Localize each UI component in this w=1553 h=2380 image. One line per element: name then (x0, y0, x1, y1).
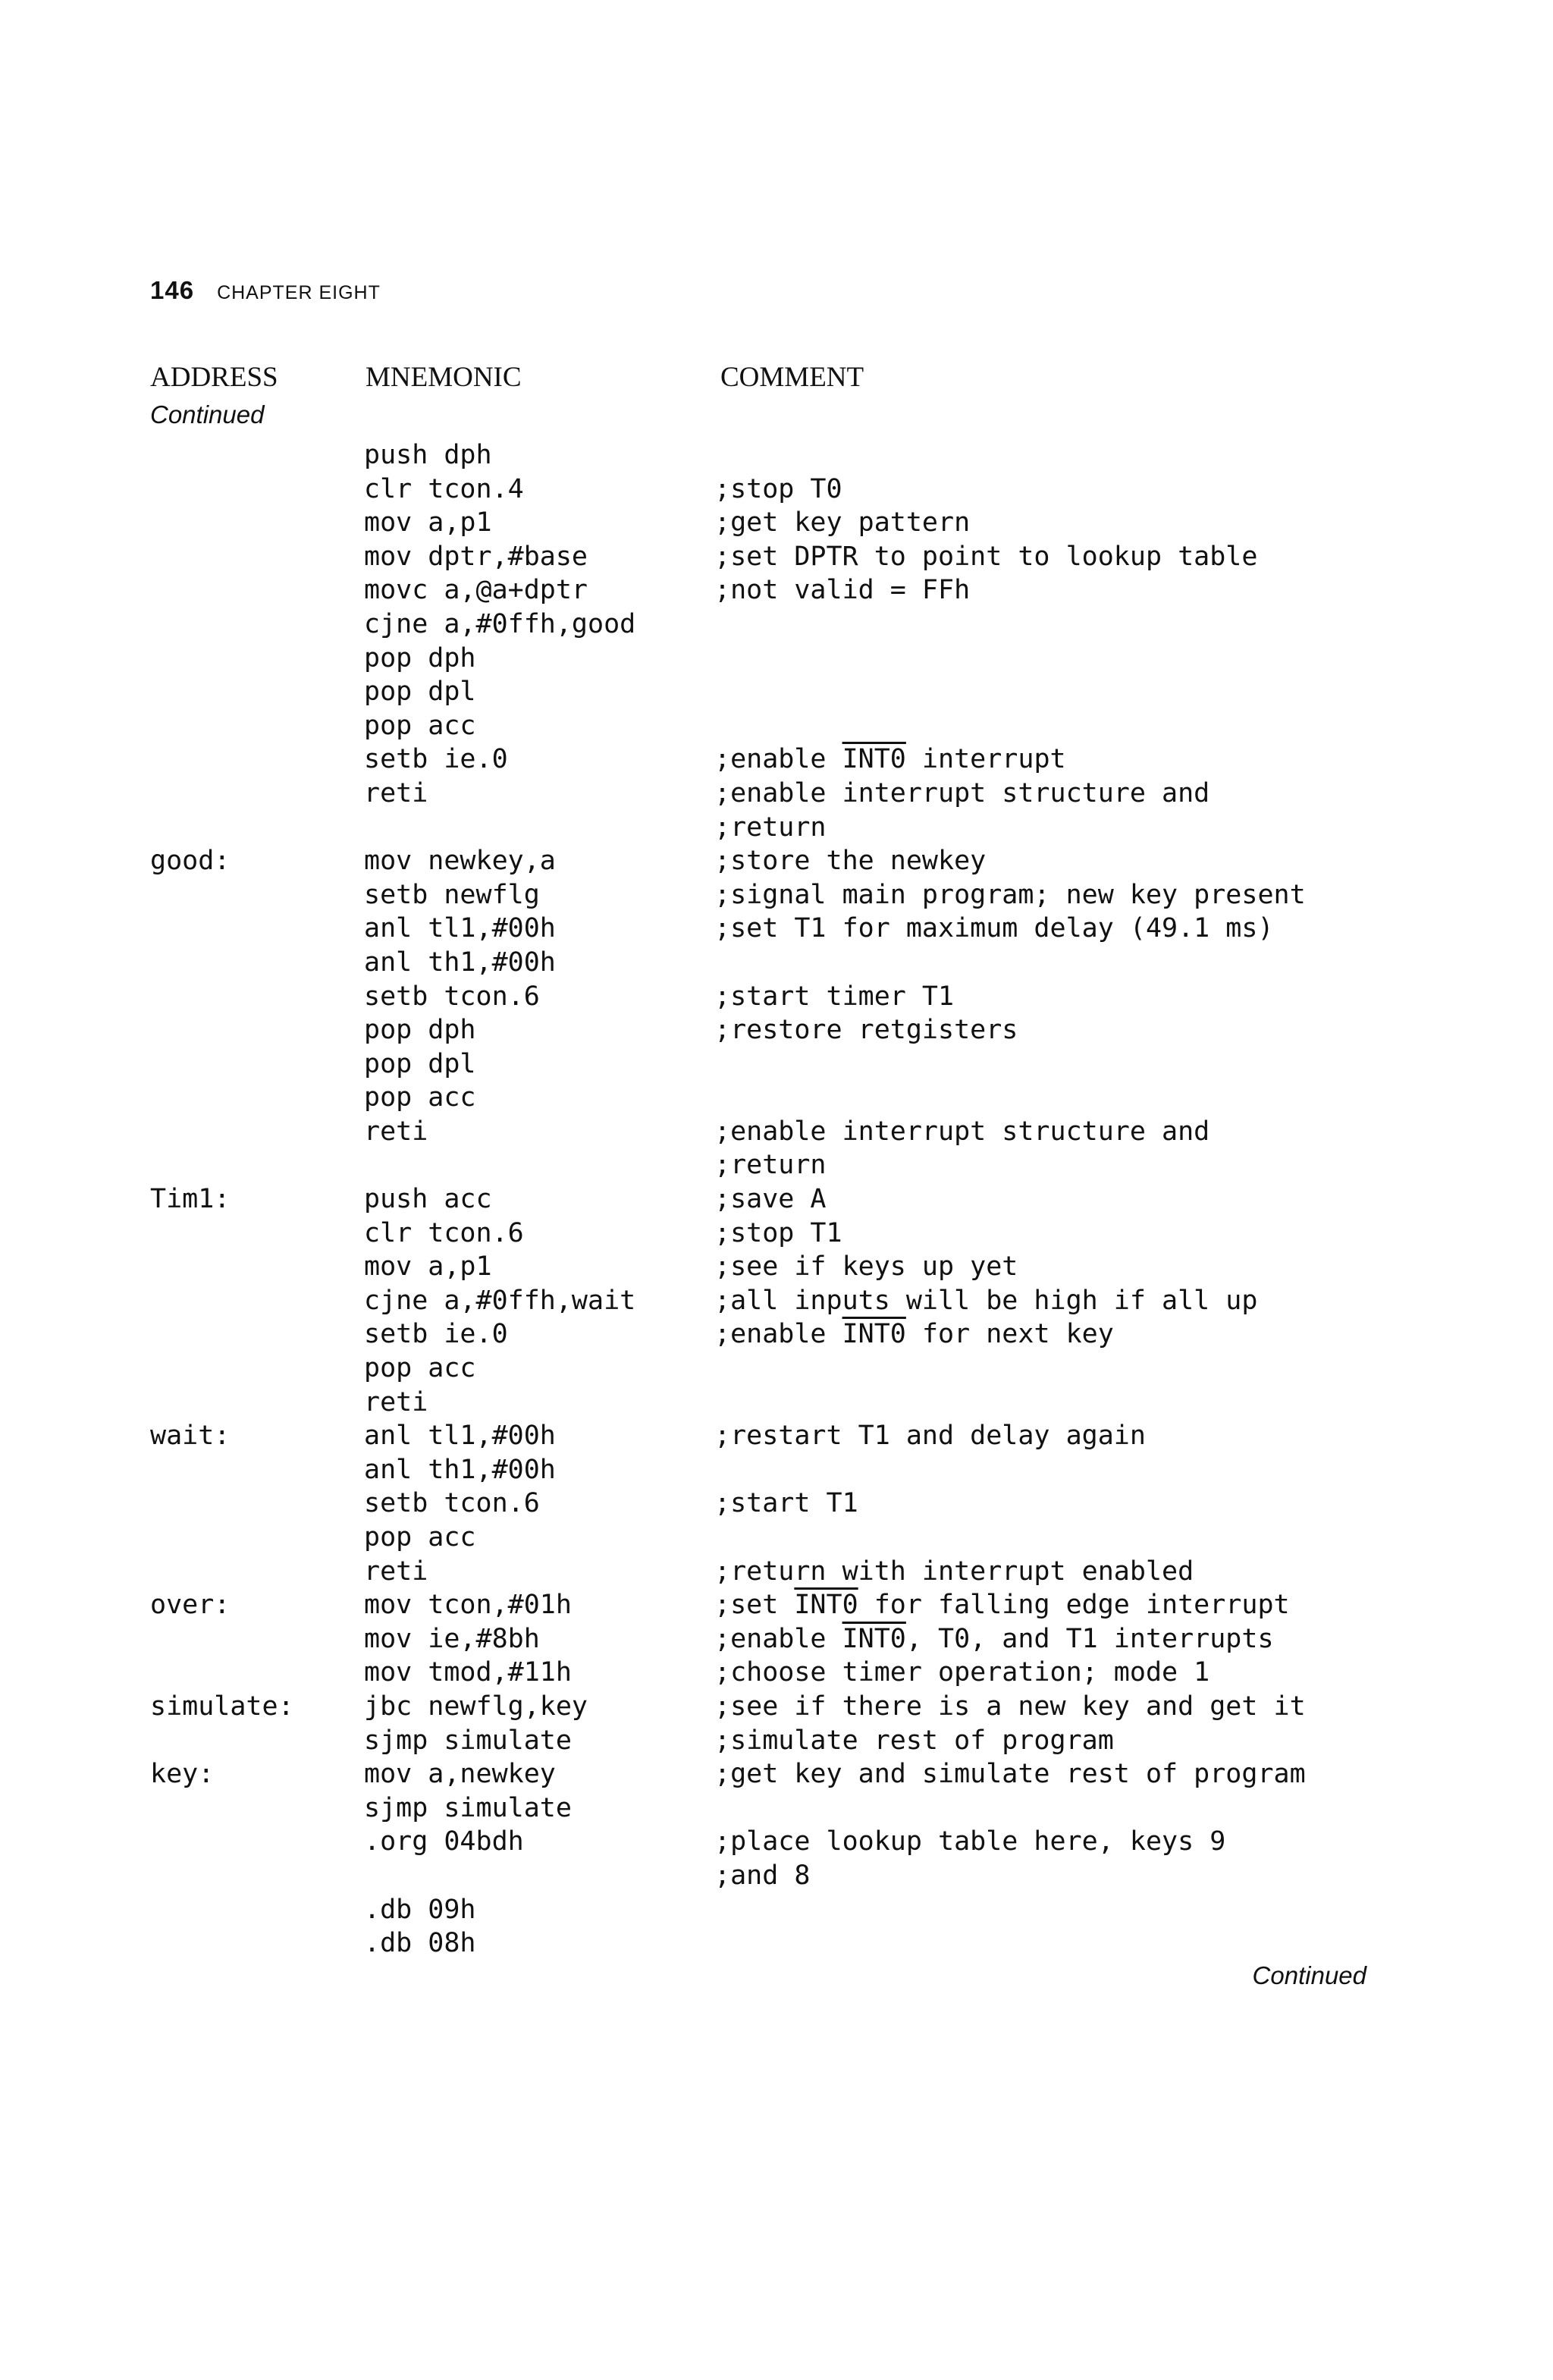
mnemonic-text: setb ie.0 (364, 1319, 508, 1350)
comment-text: ;get key pattern (714, 507, 971, 538)
code-line (0, 1588, 1553, 1622)
mnemonic-text: reti (364, 1116, 428, 1147)
code-line (0, 1013, 1553, 1047)
mnemonic-text: push dph (364, 440, 492, 470)
mnemonic-text: reti (364, 1556, 428, 1587)
mnemonic-text: .org 04bdh (364, 1826, 524, 1857)
comment-text: ;start T1 (714, 1488, 858, 1519)
mnemonic-text: cjne a,#0ffh,good (364, 608, 636, 639)
comment-text: ;choose timer operation; mode 1 (714, 1657, 1210, 1688)
mnemonic-text: setb newflg (364, 879, 540, 910)
mnemonic-text: setb tcon.6 (364, 1488, 540, 1519)
address-label: over: (150, 1590, 231, 1621)
mnemonic-text: mov ie,#8bh (364, 1623, 540, 1654)
code-line (0, 743, 1553, 777)
comment-text: ;start timer T1 (714, 981, 955, 1012)
code-line (0, 1825, 1553, 1859)
mnemonic-text: sjmp simulate (364, 1792, 572, 1823)
code-line (0, 473, 1553, 507)
code-line (0, 1115, 1553, 1149)
code-line (0, 1081, 1553, 1115)
code-line (0, 1724, 1553, 1758)
mnemonic-text: mov a,p1 (364, 1251, 492, 1283)
column-header-address: ADDRESS (150, 362, 278, 393)
code-line (0, 1521, 1553, 1555)
code-line (0, 608, 1553, 642)
mnemonic-text: setb ie.0 (364, 744, 508, 775)
mnemonic-text: clr tcon.4 (364, 473, 524, 504)
page-header (150, 276, 381, 314)
code-line (0, 1047, 1553, 1082)
code-line (0, 946, 1553, 980)
mnemonic-text: mov tmod,#11h (364, 1657, 572, 1688)
comment-text: ;signal main program; new key present (714, 879, 1306, 910)
mnemonic-text: cjne a,#0ffh,wait (364, 1285, 636, 1316)
code-line (0, 1317, 1553, 1352)
comment-text: ;save A (714, 1184, 827, 1215)
code-line (0, 1386, 1553, 1420)
address-label: good: (150, 846, 231, 877)
code-line (0, 1656, 1553, 1690)
code-line (0, 777, 1553, 811)
code-line (0, 540, 1553, 574)
address-label: wait: (150, 1421, 231, 1452)
column-header-comment: COMMENT (720, 362, 864, 393)
comment-text: ;set INT0 for falling edge interrupt (714, 1590, 1290, 1621)
mnemonic-text: mov a,p1 (364, 507, 492, 538)
mnemonic-text: pop acc (364, 710, 476, 741)
code-line (0, 1487, 1553, 1521)
code-line (0, 811, 1553, 845)
mnemonic-text: mov newkey,a (364, 846, 556, 877)
comment-text: ;see if keys up yet (714, 1251, 1018, 1283)
comment-text: ;see if there is a new key and get it (714, 1691, 1306, 1722)
column-header-mnemonic: MNEMONIC (366, 362, 522, 393)
mnemonic-text: anl tl1,#00h (364, 1421, 556, 1452)
comment-text: ;return (714, 1150, 827, 1181)
mnemonic-text: pop acc (364, 1082, 476, 1113)
comment-text: ;return with interrupt enabled (714, 1556, 1194, 1587)
code-line (0, 1690, 1553, 1724)
comment-text: ;enable INT0, T0, and T1 interrupts (714, 1623, 1274, 1654)
comment-text: ;enable INT0 interrupt (714, 744, 1066, 775)
comment-text: ;store the newkey (714, 846, 987, 877)
comment-text: ;restart T1 and delay again (714, 1421, 1146, 1452)
code-line (0, 878, 1553, 912)
code-line (0, 1419, 1553, 1453)
address-label: Tim1: (150, 1184, 231, 1215)
comment-text: ;set DPTR to point to lookup table (714, 541, 1258, 572)
code-line (0, 1182, 1553, 1217)
mnemonic-text: anl th1,#00h (364, 947, 556, 978)
comment-text: ;stop T0 (714, 473, 842, 504)
mnemonic-text: pop dpl (364, 677, 476, 708)
mnemonic-text: push acc (364, 1184, 492, 1215)
mnemonic-text: .db 09h (364, 1894, 476, 1925)
comment-text: ;enable interrupt structure and (714, 777, 1210, 809)
mnemonic-text: pop dpl (364, 1048, 476, 1079)
code-line (0, 1453, 1553, 1487)
code-line (0, 709, 1553, 743)
address-label: simulate: (150, 1691, 294, 1722)
code-line (0, 912, 1553, 946)
code-line (0, 1859, 1553, 1893)
address-label: key: (150, 1759, 215, 1790)
mnemonic-text: anl tl1,#00h (364, 913, 556, 944)
comment-text: ;return (714, 812, 827, 843)
mnemonic-text: mov dptr,#base (364, 541, 588, 572)
mnemonic-text: pop dph (364, 1015, 476, 1046)
code-line (0, 438, 1553, 473)
mnemonic-text: movc a,@a+dptr (364, 575, 588, 606)
comment-text: ;all inputs will be high if all up (714, 1285, 1258, 1316)
code-listing (0, 438, 1553, 1961)
comment-text: ;place lookup table here, keys 9 (714, 1826, 1226, 1857)
mnemonic-text: .db 08h (364, 1928, 476, 1959)
continued-label-top: Continued (150, 400, 265, 429)
code-line (0, 573, 1553, 608)
mnemonic-text: mov a,newkey (364, 1759, 556, 1790)
comment-text: ;restore retgisters (714, 1015, 1018, 1046)
mnemonic-text: pop acc (364, 1522, 476, 1553)
comment-text: ;enable interrupt structure and (714, 1116, 1210, 1147)
code-line (0, 1622, 1553, 1656)
code-line (0, 1555, 1553, 1589)
page-number: 146 (150, 276, 195, 304)
code-line (0, 1757, 1553, 1791)
mnemonic-text: reti (364, 1386, 428, 1418)
code-line (0, 1791, 1553, 1826)
code-line (0, 1926, 1553, 1961)
continued-label-bottom: Continued (1252, 1961, 1366, 1989)
code-line (0, 506, 1553, 540)
code-line (0, 1352, 1553, 1386)
code-line (0, 1148, 1553, 1182)
mnemonic-text: jbc newflg,key (364, 1691, 588, 1722)
code-line (0, 1250, 1553, 1284)
code-line (0, 642, 1553, 676)
mnemonic-text: pop dph (364, 642, 476, 673)
comment-text: ;set T1 for maximum delay (49.1 ms) (714, 913, 1274, 944)
mnemonic-text: clr tcon.6 (364, 1217, 524, 1248)
comment-text: ;stop T1 (714, 1217, 842, 1248)
code-line (0, 980, 1553, 1014)
mnemonic-text: setb tcon.6 (364, 981, 540, 1012)
comment-text: ;not valid = FFh (714, 575, 971, 606)
mnemonic-text: mov tcon,#01h (364, 1590, 572, 1621)
mnemonic-text: sjmp simulate (364, 1725, 572, 1756)
code-line (0, 844, 1553, 878)
code-line (0, 1893, 1553, 1927)
mnemonic-text: anl th1,#00h (364, 1454, 556, 1485)
code-line (0, 675, 1553, 709)
comment-text: ;and 8 (714, 1860, 811, 1891)
code-line (0, 1284, 1553, 1318)
code-line (0, 1217, 1553, 1251)
comment-text: ;get key and simulate rest of program (714, 1759, 1306, 1790)
chapter-title: CHAPTER EIGHT (217, 282, 381, 303)
comment-text: ;simulate rest of program (714, 1725, 1114, 1756)
mnemonic-text: pop acc (364, 1353, 476, 1384)
mnemonic-text: reti (364, 777, 428, 809)
comment-text: ;enable INT0 for next key (714, 1319, 1114, 1350)
